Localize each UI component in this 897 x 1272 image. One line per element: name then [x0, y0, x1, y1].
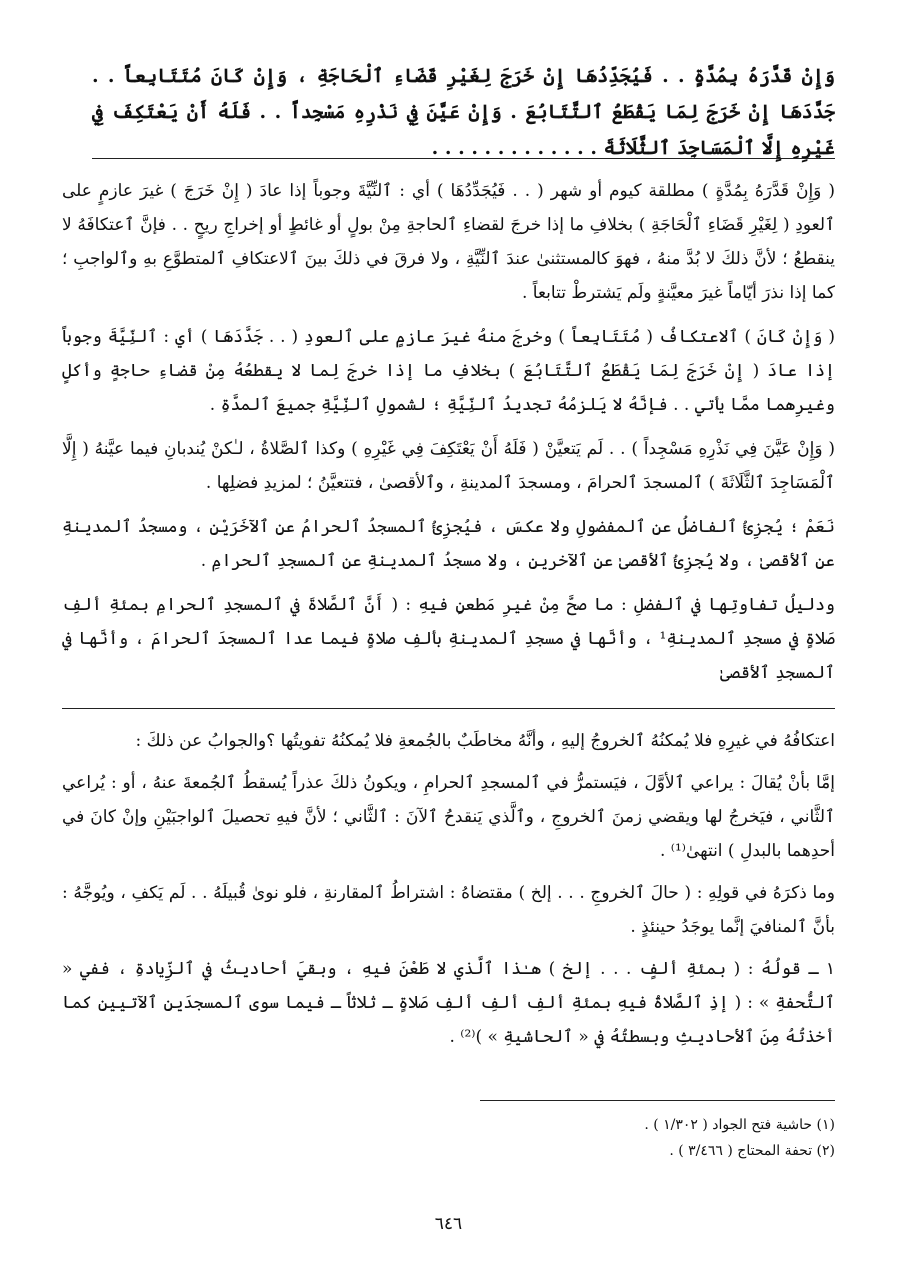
marginal-notes [62, 724, 835, 1062]
footnote: (٢) تحفة المحتاج ( ٣/٤٦٦ ) . [669, 1143, 835, 1159]
commentary [62, 174, 835, 700]
commentary-paragraph: نَعَمْ ؛ يُجزِئُ ٱلفاضلُ عنِ ٱلمفضولِ ولا عكسَ ، فيُجزِئُ ٱلمسجدُ ٱلحرامُ عنِ ٱلآخَرَيْنِ ، ومسجدُ ٱلمدينةِ عنِ ٱلأقصىٰ ، ولا يُجزِئُ ٱلأقصىٰ عنِ ٱلآخرينِ ، ولا مسجدُ ٱلمدينةِ عنِ ٱلمسجدِ ٱلحرامِ . [62, 517, 835, 571]
commentary-paragraph: ( وَإِنْ قَدَّرَهُ بِمُدَّةٍ ) مطلقة كيوم أو شهر ( . . فَيُجَدِّدُهَا ) أي : ٱلنِّيَّةَ وجوباً إذا عادَ ( إِنْ خَرَجَ ) غيرَ عازمٍ على ٱلعودِ ( لِغَيْرِ قَضَاءِ ٱلْحَاجَةِ ) بخلافِ ما إذا خرجَ لقضاءِ ٱلحاجةِ مِنْ بولٍ أو غائطٍ أو إخراجِ ريحٍ . . فإنَّ ٱعتكافَهُ لا ينقطعُ ؛ لأنَّ ذلكَ لا بُدَّ منهُ ، فهوَ كالمستثنىٰ عندَ ٱلنِّيَّةِ ، ولا فرقَ في ذلكَ بينَ ٱلاعتكافِ ٱلمتطوَّعِ بهِ وٱلواجبِ ؛ كما إذا نذرَ أيّاماً غيرَ معيَّنةٍ ولَم يَشترطْ تتابعاً . [62, 181, 835, 303]
commentary-paragraph: ( وَإِنْ عَيَّنَ فِي نَذْرِهِ مَسْجِداً ) . . لَم يَتعيَّنْ ( فَلَهُ أَنْ يَعْتَكِفَ فِي غَيْرِهِ ) وكذا ٱلصَّلاةُ ، لـٰكنْ يُندبانِ فيما عيَّنهُ ( إِلَّا ٱلْمَسَاجِدَ ٱلثَّلَاثَةَ ) ٱلمسجدَ ٱلحرامَ ، ومسجدَ ٱلمدينةِ ، وٱلأقصىٰ ، فتتعيَّنُ ؛ لمزيدِ فضلِها . [62, 439, 835, 493]
commentary-paragraph: ودليلُ تفاوتِها في ٱلفضلِ : ما صحَّ مِنْ غيرِ مَطعنٍ فيهِ : ( أَنَّ ٱلصَّلاةَ في ٱلمسجدِ ٱلحرامِ بمئةِ ألفِ صَلاةٍ في مسجدِ ٱلمدينةِ¹ ، وأنَّها في مسجدِ ٱلمدينةِ بألفِ صلاةٍ فيما عدا ٱلمسجدَ ٱلحرامَ ، وأنَّها في ٱلمسجدِ ٱلأقصىٰ [62, 595, 835, 683]
footnotes [62, 1112, 835, 1164]
matn-divider [92, 158, 835, 159]
hashiya-paragraph: إمَّا بأنْ يُقالَ : يراعي ٱلأوَّلَ ، فيَستمرُّ في ٱلمسجدِ ٱلحرامِ ، ويكونُ ذلكَ عذراً يُسقطُ ٱلجُمعةَ عنهُ ، أو : يُراعي ٱلثَّاني ، فيَخرجُ لها ويقضي زمنَ ٱلخروجِ ، وٱلَّذي يَنقدحُ ٱلآنَ : ٱلثَّاني ؛ لأنَّ فيهِ تحصيلَ ٱلواجبَيْنِ وإنْ كانَ في أحدِهما بالبدلِ ) انتهىٰ⁽¹⁾ . [62, 773, 835, 861]
matn-paragraph: وَإِنْ قَدَّرَهُ بِمُدَّةٍ . . فَيُجَدِّدُهَا إِنْ خَرَجَ لِغَيْرِ قَضَاءِ ٱلْحَاجَةِ ، وَإِنْ كَانَ مُتَتَابِعاً . . جَدَّدَهَا إِنْ خَرَجَ لِمَا يَقْطَعُ ٱلتَّتَابُعَ . وَإِنْ عَيَّنَ فِي نَذْرِهِ مَسْجِداً . . فَلَهُ أَنْ يَعْتَكِفَ فِي غَيْرِهِ إِلَّا ٱلْمَسَاجِدَ ٱلثَّلَاثَةَ . . . . . . . . . . . . . [92, 65, 835, 159]
main-text [92, 58, 835, 166]
footnote: (١) حاشية فتح الجواد ( ١/٣٠٢ ) . [644, 1117, 835, 1133]
hashiya-paragraph: اعتكافُهُ في غيرِهِ فلا يُمكنُهُ ٱلخروجُ إليهِ ، وأنَّهُ مخاطَبٌ بالجُمعةِ فلا يُمكنُهُ تفويتُها ؟والجوابُ عن ذلكَ : [135, 731, 835, 751]
hashiya-divider [62, 708, 835, 709]
footnote-divider [480, 1100, 835, 1101]
page-number: ٦٤٦ [434, 1214, 463, 1234]
commentary-paragraph: ( وَإِنْ كَانَ ) ٱلاعتكافُ ( مُتَتَابِعاً ) وخرجَ منهُ غيرَ عازمٍ على ٱلعودِ ( . . جَدَّدَهَا ) أي : ٱلنِّيَّةَ وجوباً إذا عادَ ( إِنْ خَرَجَ لِمَا يَقْطَعُ ٱلتَّتَابُعَ ) بخلافِ ما إذا خرجَ لِما لا يقطعُهُ مِنْ قضاءِ حاجةٍ وأكلٍ وغيرِهما ممَّا يأتي . . فإنَّهُ لا يَلزمُهُ تجديدُ ٱلنِّيَّةِ ؛ لشمولِ ٱلنِّيَّةِ جميعَ ٱلمدَّةِ . [62, 327, 835, 415]
hashiya-paragraph: وما ذكرَهُ في قولِهِ : ( حالَ ٱلخروجِ . . . إلخ ) مقتضاهُ : اشتراطُ ٱلمقارنةِ ، فلو نوىٰ قُبيلَهُ . . لَم يَكفِ ، ويُوجَّهُ : بأنَّ ٱلمنافيَ إنَّما يوجَدُ حينئذٍ . [62, 883, 835, 937]
hashiya-paragraph: ١ ـ قولُهُ : ( بمئةِ ألفٍ . . . إلخ ) هـٰذا ٱلَّذي لا طَعْنَ فيهِ ، وبقيَ أحاديثُ في ٱلزِّيادةِ ، ففي « ٱلتُّحفةِ » : ( إذِ ٱلصَّلاةُ فيهِ بمئةِ ألفِ ألفِ ألفِ صَلاةٍ ـ ثلاثاً ـ فيما سوى ٱلمسجدَينِ ٱلآتيينِ كما أخذتُهُ مِنَ ٱلأحاديثِ وبسطتُهُ في « ٱلحاشيةِ » )⁽²⁾ . [62, 959, 835, 1047]
